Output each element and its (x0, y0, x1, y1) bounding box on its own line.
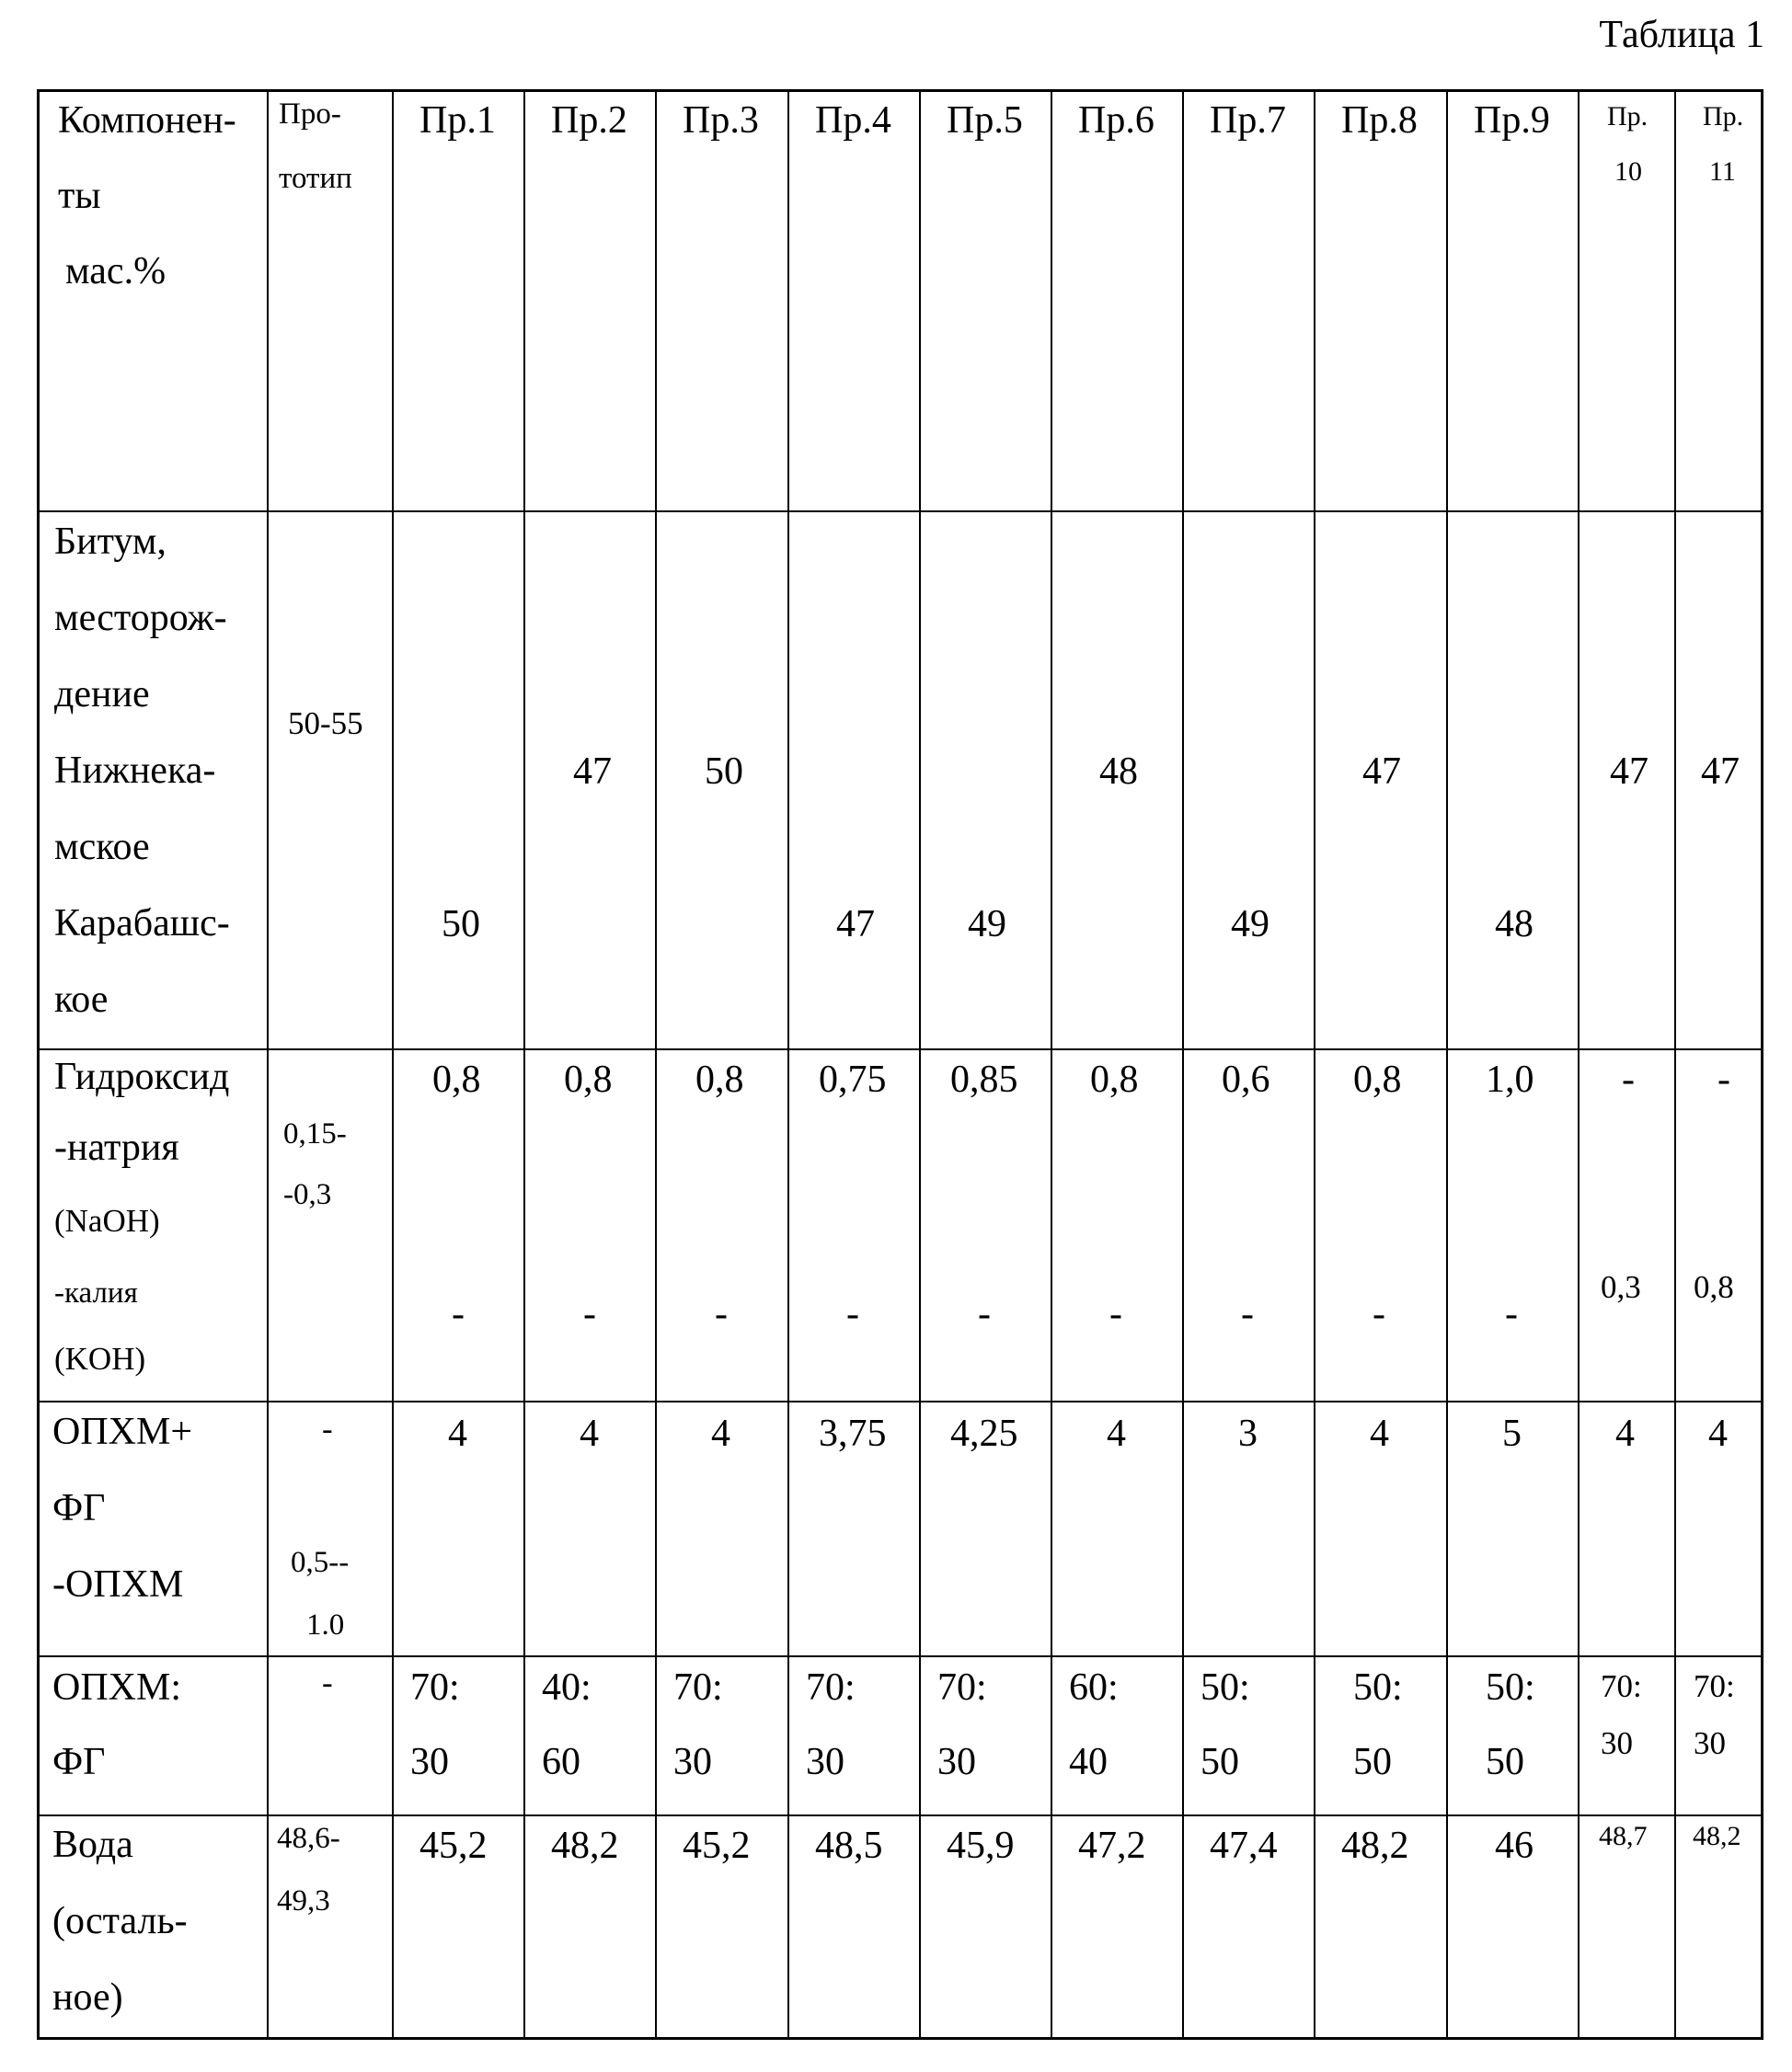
water-5: 45,9 (947, 1825, 1015, 1867)
water-3: 45,2 (683, 1825, 751, 1867)
header-example-1: Пр.1 (419, 99, 496, 142)
bitumen-label-line3: дение (54, 673, 150, 715)
ratio-8-top: 50: (1353, 1666, 1403, 1709)
hydroxide-label-line5: (KOH) (54, 1341, 146, 1377)
koh-9: - (1505, 1293, 1518, 1335)
water-11: 48,2 (1693, 1821, 1741, 1851)
ratio-11-top: 70: (1694, 1668, 1735, 1704)
koh-5: - (978, 1293, 991, 1335)
bitumen-label-line7: кое (54, 979, 109, 1021)
bitumen-nizh-10: 47 (1610, 750, 1648, 793)
header-example-3: Пр.3 (683, 99, 759, 142)
water-2: 48,2 (551, 1825, 619, 1867)
opxm-fg-2: 4 (580, 1413, 599, 1455)
naoh-8: 0,8 (1353, 1059, 1402, 1101)
water-prototype-line2: 49,3 (277, 1884, 330, 1917)
bitumen-label-line1: Битум, (54, 521, 167, 563)
water-1: 45,2 (419, 1825, 488, 1867)
koh-1: - (452, 1293, 465, 1335)
header-example-6: Пр.6 (1078, 99, 1154, 142)
opxm-fg-10: 4 (1615, 1413, 1635, 1455)
ratio-6-top: 60: (1069, 1666, 1119, 1709)
naoh-7: 0,6 (1222, 1059, 1270, 1101)
bitumen-nizh-3: 50 (705, 750, 743, 793)
ratio-4-top: 70: (806, 1666, 856, 1709)
header-components-line2: ты (58, 175, 101, 217)
bitumen-kar-4: 47 (836, 903, 875, 945)
opxm-fg-11: 4 (1708, 1413, 1728, 1455)
naoh-3: 0,8 (695, 1059, 744, 1101)
bitumen-kar-1: 50 (442, 903, 480, 945)
water-10: 48,7 (1599, 1821, 1648, 1851)
water-label-line1: Вода (52, 1824, 133, 1866)
ratio-5-bottom: 30 (937, 1741, 976, 1783)
hydroxide-prototype-line1: 0,15- (283, 1117, 347, 1150)
ratio-prototype: - (322, 1665, 333, 1700)
water-9: 46 (1495, 1825, 1534, 1867)
water-8: 48,2 (1341, 1825, 1409, 1867)
ratio-9-top: 50: (1486, 1666, 1535, 1709)
naoh-1: 0,8 (432, 1059, 481, 1101)
hydroxide-label-line4: -калия (54, 1276, 138, 1310)
bitumen-label-line4: Нижнека- (54, 750, 216, 792)
ratio-5-top: 70: (937, 1666, 987, 1709)
header-prototype-line1: Про- (279, 97, 341, 131)
opxm-fg-3: 4 (711, 1413, 730, 1455)
opxm-fg-label-line2: ФГ (52, 1487, 106, 1529)
bitumen-label-line5: мское (54, 826, 150, 868)
ratio-4-bottom: 30 (806, 1741, 844, 1783)
naoh-11: - (1717, 1059, 1730, 1101)
ratio-1-bottom: 30 (410, 1741, 449, 1783)
header-example-8: Пр.8 (1341, 99, 1418, 142)
ratio-1-top: 70: (410, 1666, 460, 1709)
ratio-2-bottom: 60 (542, 1741, 580, 1783)
naoh-2: 0,8 (564, 1059, 613, 1101)
koh-4: - (846, 1293, 859, 1335)
ratio-9-bottom: 50 (1486, 1741, 1524, 1783)
ratio-6-bottom: 40 (1069, 1741, 1108, 1783)
header-example-7: Пр.7 (1210, 99, 1286, 142)
header-example-9: Пр.9 (1474, 99, 1550, 142)
hydroxide-prototype-line2: -0,3 (283, 1178, 332, 1211)
ratio-7-top: 50: (1200, 1666, 1250, 1709)
water-4: 48,5 (815, 1825, 883, 1867)
koh-10: 0,3 (1601, 1269, 1641, 1305)
water-prototype-line1: 48,6- (277, 1822, 340, 1855)
water-6: 47,2 (1078, 1825, 1146, 1867)
koh-8: - (1373, 1293, 1385, 1335)
ratio-8-bottom: 50 (1353, 1741, 1392, 1783)
header-example-10-line2: 10 (1614, 156, 1642, 187)
opxm-fg-7: 3 (1238, 1413, 1258, 1455)
bitumen-kar-7: 49 (1231, 903, 1269, 945)
ratio-10-top: 70: (1601, 1668, 1642, 1704)
ratio-7-bottom: 50 (1200, 1741, 1239, 1783)
hydroxide-label-line2: -натрия (54, 1127, 179, 1169)
bitumen-label-line6: Карабашс- (54, 902, 230, 944)
bitumen-kar-9: 48 (1495, 903, 1534, 945)
bitumen-label-line2: месторож- (54, 597, 227, 639)
bitumen-nizh-2: 47 (573, 750, 612, 793)
opxm-fg-6: 4 (1107, 1413, 1126, 1455)
opxm-fg-prototype-top: - (322, 1411, 333, 1447)
water-7: 47,4 (1210, 1825, 1278, 1867)
opxm-fg-label-line3: -ОПХМ (52, 1563, 184, 1606)
naoh-5: 0,85 (950, 1059, 1018, 1101)
naoh-10: - (1622, 1059, 1635, 1101)
opxm-fg-9: 5 (1502, 1413, 1522, 1455)
water-label-line2: (осталь- (52, 1900, 188, 1942)
bitumen-prototype: 50-55 (288, 705, 363, 741)
opxm-fg-prototype-line2: 1.0 (306, 1608, 345, 1642)
header-components-line1: Компонен- (58, 99, 236, 142)
table-caption: Таблица 1 (1599, 14, 1764, 56)
bitumen-nizh-11: 47 (1701, 750, 1740, 793)
ratio-2-top: 40: (542, 1666, 592, 1709)
hydroxide-label-line1: Гидроксид (54, 1056, 230, 1098)
water-label-line3: ное) (52, 1976, 123, 2019)
ratio-3-bottom: 30 (673, 1741, 712, 1783)
header-example-2: Пр.2 (551, 99, 627, 142)
header-example-4: Пр.4 (815, 99, 891, 142)
hydroxide-label-line3: (NaOH) (54, 1203, 160, 1239)
opxm-fg-5: 4,25 (950, 1413, 1018, 1455)
koh-3: - (715, 1293, 728, 1335)
koh-11: 0,8 (1694, 1269, 1734, 1305)
opxm-fg-label-line1: ОПХМ+ (52, 1411, 193, 1453)
header-example-11-line2: 11 (1709, 156, 1736, 187)
composition-table (37, 89, 1763, 2040)
bitumen-nizh-8: 47 (1362, 750, 1401, 793)
ratio-label-line1: ОПХМ: (52, 1666, 182, 1709)
bitumen-nizh-6: 48 (1099, 750, 1138, 793)
bitumen-kar-5: 49 (968, 903, 1006, 945)
naoh-6: 0,8 (1090, 1059, 1139, 1101)
opxm-fg-4: 3,75 (819, 1413, 887, 1455)
header-prototype-line2: тотип (279, 162, 352, 195)
header-example-10-line1: Пр. (1607, 101, 1648, 132)
koh-2: - (583, 1293, 596, 1335)
ratio-10-bottom: 30 (1601, 1725, 1633, 1761)
ratio-3-top: 70: (673, 1666, 723, 1709)
naoh-4: 0,75 (819, 1059, 887, 1101)
ratio-11-bottom: 30 (1694, 1725, 1726, 1761)
naoh-9: 1,0 (1486, 1059, 1534, 1101)
opxm-fg-8: 4 (1370, 1413, 1389, 1455)
koh-7: - (1241, 1293, 1254, 1335)
header-example-11-line1: Пр. (1703, 101, 1744, 132)
opxm-fg-1: 4 (448, 1413, 467, 1455)
header-components-line3: мас.% (65, 250, 167, 292)
koh-6: - (1109, 1293, 1122, 1335)
ratio-label-line2: ФГ (52, 1741, 106, 1783)
header-example-5: Пр.5 (947, 99, 1023, 142)
opxm-fg-prototype-line1: 0,5-- (291, 1546, 350, 1579)
